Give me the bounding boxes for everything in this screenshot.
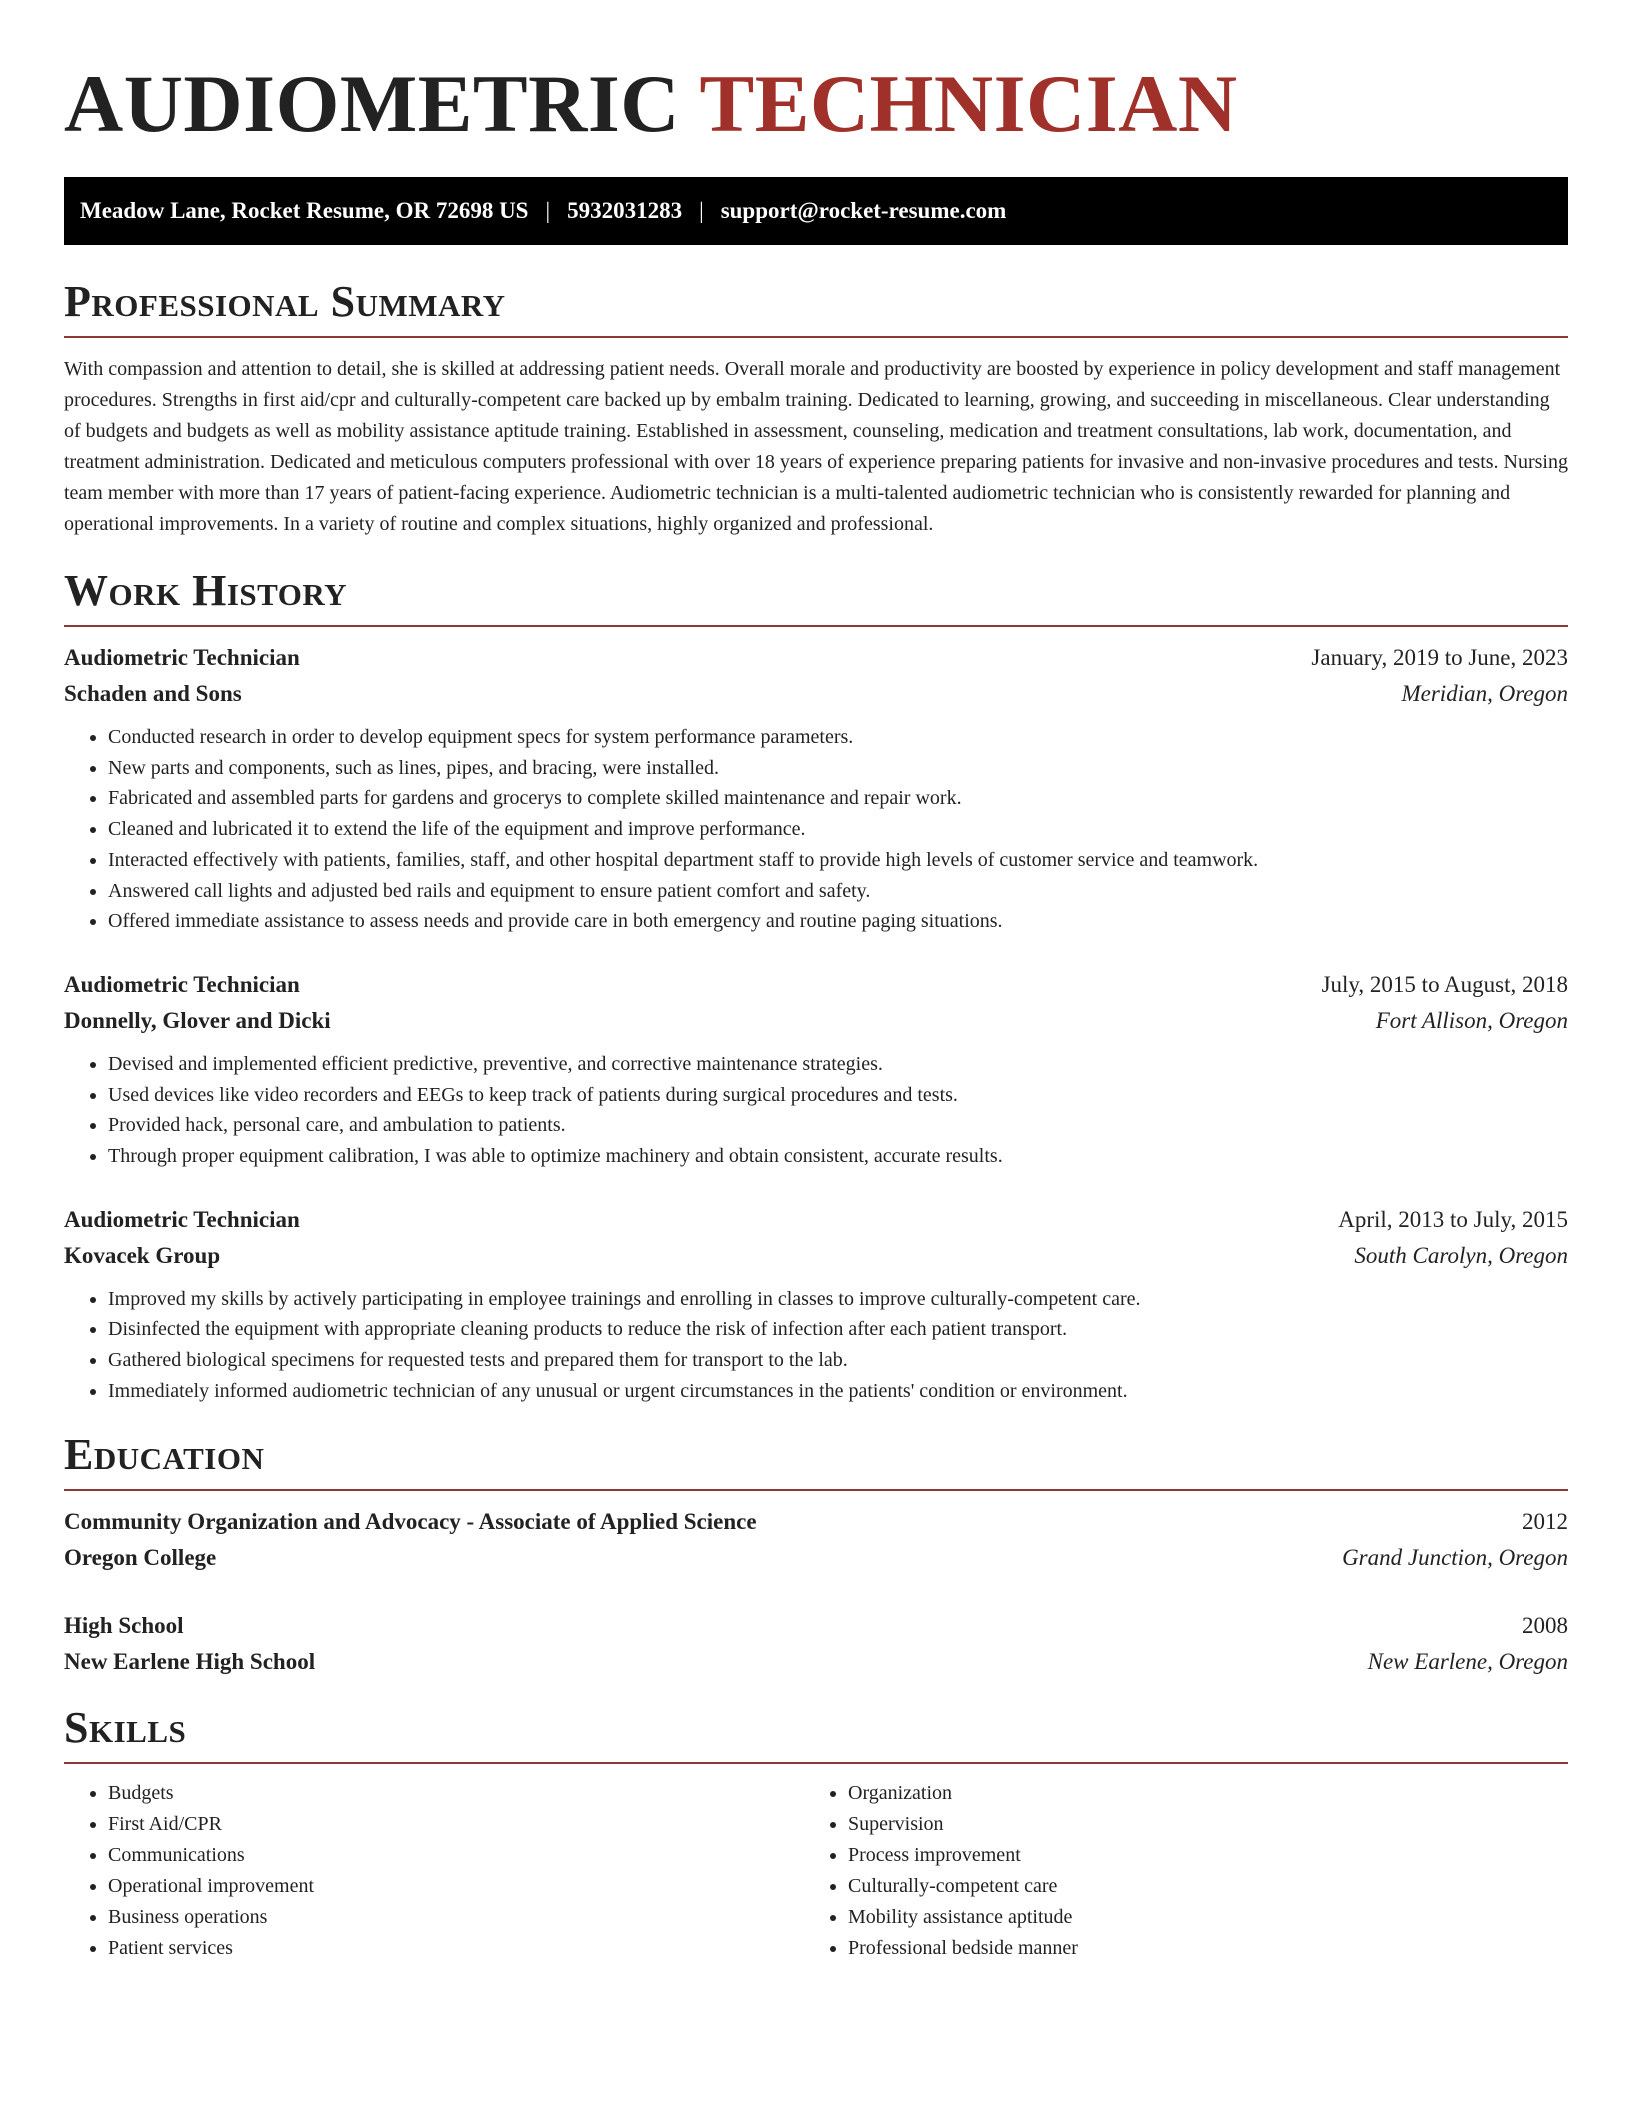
job-bullet: • Improved my skills by actively participating in employee trainings and enrolling in classes to improve culturally-competent care. (108, 1284, 1568, 1315)
skill-item: • Process improvement (848, 1840, 1544, 1871)
job-bullets (64, 1284, 1568, 1407)
education-location: Grand Junction, Oregon (1342, 1544, 1568, 1570)
education-school-row (64, 1540, 1568, 1576)
job-company-row (64, 1238, 1568, 1274)
job-bullet: • Disinfected the equipment with appropriate cleaning products to reduce the risk of infection after each patient transport. (108, 1314, 1568, 1345)
education-degree-row (64, 1608, 1568, 1644)
job-role: Audiometric Technician (64, 645, 300, 670)
contact-separator: | (545, 198, 551, 223)
job-company-row (64, 1003, 1568, 1039)
skill-item: • Supervision (848, 1809, 1544, 1840)
skill-item: • Organization (848, 1778, 1544, 1809)
section-divider (64, 1489, 1568, 1491)
job-bullet: • Offered immediate assistance to assess needs and provide care in both emergency and routine paging situations. (108, 906, 1568, 937)
contact-address: Meadow Lane, Rocket Resume, OR 72698 US (80, 198, 529, 223)
job-bullet: • New parts and components, such as lines, pipes, and bracing, were installed. (108, 753, 1568, 784)
section-divider (64, 1762, 1568, 1764)
work-history-section (64, 565, 1568, 1407)
education-school: New Earlene High School (64, 1648, 316, 1674)
education-degree: High School (64, 1612, 184, 1638)
job-header-row (64, 967, 1568, 1003)
job-company: Schaden and Sons (64, 681, 242, 706)
job-bullet: • Through proper equipment calibration, I was able to optimize machinery and obtain consistent, accurate results. (108, 1141, 1568, 1172)
education-title: Education (64, 1429, 265, 1479)
job-location: Fort Allison, Oregon (1375, 1007, 1568, 1033)
job-bullets (64, 1049, 1568, 1172)
job-header-row (64, 640, 1568, 676)
job-bullet: • Answered call lights and adjusted bed rails and equipment to ensure patient comfort and safety. (108, 876, 1568, 907)
education-year: 2012 (1522, 1508, 1568, 1534)
job-bullet: • Cleaned and lubricated it to extend the life of the equipment and improve performance. (108, 814, 1568, 845)
skill-item: • Business operations (108, 1902, 804, 1933)
contact-bar (64, 177, 1568, 245)
skill-item: • Patient services (108, 1933, 804, 1964)
job-role: Audiometric Technician (64, 1206, 300, 1232)
skills-list-right (804, 1778, 1544, 1964)
skill-item: • Communications (108, 1840, 804, 1871)
job-company: Kovacek Group (64, 1242, 221, 1268)
education-degree: Community Organization and Advocacy - Associate of Applied Science (64, 1508, 757, 1534)
job-bullet: • Gathered biological specimens for requested tests and prepared them for transport to the lab. (108, 1345, 1568, 1376)
job-dates: July, 2015 to August, 2018 (1321, 971, 1568, 997)
job-bullet: • Devised and implemented efficient predictive, preventive, and corrective maintenance strategies. (108, 1049, 1568, 1080)
skill-item: • Professional bedside manner (848, 1933, 1544, 1964)
job-entry (64, 1202, 1568, 1407)
education-year: 2008 (1522, 1612, 1568, 1638)
job-location: South Carolyn, Oregon (1354, 1242, 1568, 1268)
job-bullet: • Fabricated and assembled parts for gardens and grocerys to complete skilled maintenance and repair work. (108, 783, 1568, 814)
work-history-title: Work History (64, 566, 348, 615)
job-bullet: • Interacted effectively with patients, families, staff, and other hospital department staff to provide high levels of customer service and teamwork. (108, 845, 1568, 876)
summary-text: With compassion and attention to detail, she is skilled at addressing patient needs. Overall morale and productivity are boosted by experience in policy development and staff management procedures. Strengths in first aid/cpr and culturally-competent care backed up by embalm training. Dedicated to learning, growing, and succeeding in miscellaneous. Clear understanding of budgets and budgets as well as mobility assistance aptitude training. Established in assessment, counseling, medication and treatment consultations, lab work, documentation, and treatment administration. Dedicated and meticulous computers professional with over 18 years of experience preparing patients for invasive and non-invasive procedures and tests. Nursing team member with more than 17 years of patient-facing experience. Audiometric technician is a multi-talented audiometric technician who is consistently rewarded for planning and operational improvements. In a variety of routine and complex situations, highly organized and professional. (64, 358, 1568, 535)
education-entry (64, 1504, 1568, 1576)
summary-section (64, 276, 1568, 540)
contact-phone: 5932031283 (567, 198, 683, 223)
education-degree-row (64, 1504, 1568, 1540)
skill-item: • First Aid/CPR (108, 1809, 804, 1840)
skills-columns (64, 1778, 1568, 1964)
resume-page (64, 0, 1568, 1964)
skills-list-left (64, 1778, 804, 1964)
job-bullet: • Provided hack, personal care, and ambulation to patients. (108, 1110, 1568, 1141)
job-location: Meridian, Oregon (1401, 681, 1568, 706)
education-entry (64, 1608, 1568, 1680)
job-header-row (64, 1202, 1568, 1238)
education-section (64, 1429, 1568, 1680)
job-company: Donnelly, Glover and Dicki (64, 1007, 331, 1033)
skill-item: • Operational improvement (108, 1871, 804, 1902)
name-last: TECHNICIAN (699, 58, 1238, 149)
education-school: Oregon College (64, 1544, 217, 1570)
skill-item: • Culturally-competent care (848, 1871, 1544, 1902)
contact-separator: | (699, 198, 704, 223)
job-dates: April, 2013 to July, 2015 (1338, 1206, 1568, 1232)
skills-title: Skills (64, 1702, 187, 1752)
education-school-row (64, 1644, 1568, 1680)
job-bullets (64, 722, 1568, 937)
job-role: Audiometric Technician (64, 971, 300, 997)
section-divider (64, 336, 1568, 338)
name-first: AUDIOMETRIC (64, 58, 680, 149)
job-bullet: • Used devices like video recorders and EEGs to keep track of patients during surgical procedures and tests. (108, 1080, 1568, 1111)
job-dates: January, 2019 to June, 2023 (1311, 645, 1568, 670)
skill-item: • Budgets (108, 1778, 804, 1809)
job-bullet: • Conducted research in order to develop equipment specs for system performance parameters. (108, 722, 1568, 753)
skills-section (64, 1702, 1568, 1964)
contact-email: support@rocket-resume.com (720, 198, 1007, 223)
job-entry (64, 967, 1568, 1172)
section-divider (64, 625, 1568, 627)
job-company-row (64, 676, 1568, 712)
skill-item: • Mobility assistance aptitude (848, 1902, 1544, 1933)
job-entry (64, 640, 1568, 937)
resume-name (64, 0, 1568, 153)
summary-title: Professional Summary (64, 277, 506, 326)
education-location: New Earlene, Oregon (1367, 1648, 1568, 1674)
job-bullet: • Immediately informed audiometric technician of any unusual or urgent circumstances in the patients' condition or environment. (108, 1376, 1568, 1407)
